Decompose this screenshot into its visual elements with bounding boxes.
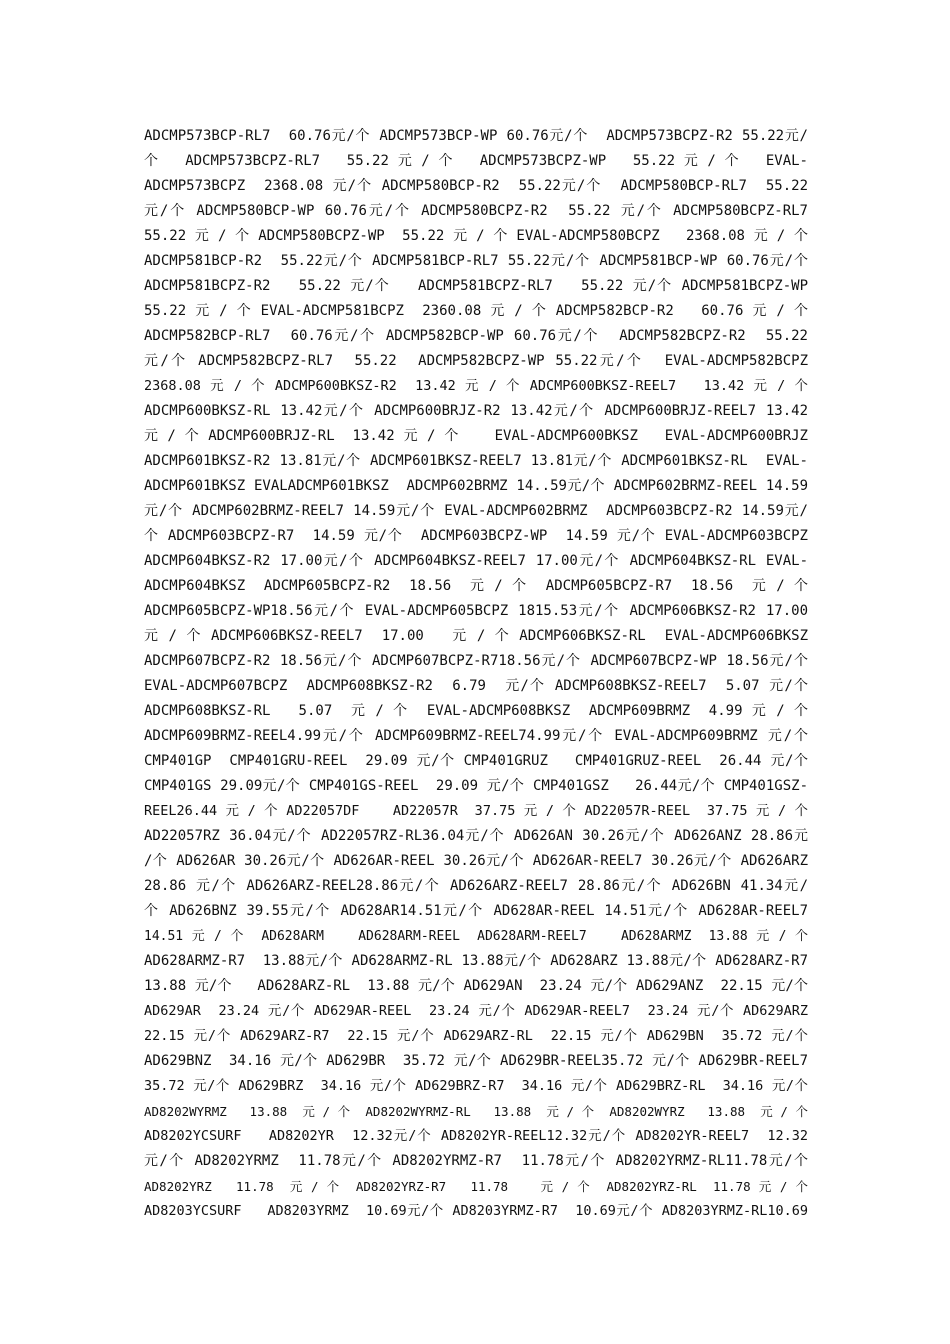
text-line: 个 AD626BNZ 39.55元/个 AD628AR14.51元/个 AD628AR-REEL 14.51元/个 AD628AR-REEL7 xyxy=(144,903,808,919)
text-line: ADCMP581BCP-R2 55.22元/个 ADCMP581BCP-RL7 55.22元/个 ADCMP581BCP-WP 60.76元/个 xyxy=(144,253,808,269)
text-line: /个 AD626AR 30.26元/个 AD626AR-REEL 30.26元/个 AD626AR-REEL7 30.26元/个 AD626ARZ xyxy=(144,853,808,869)
text-line: 元/个 ADCMP582BCPZ-RL7 55.22 ADCMP582BCPZ-WP 55.22元/个 EVAL-ADCMP582BCPZ xyxy=(144,353,808,369)
text-line: ADCMP604BKSZ-R2 17.00元/个 ADCMP604BKSZ-REEL7 17.00元/个 ADCMP604BKSZ-RL EVAL- xyxy=(144,553,808,569)
text-line: ADCMP601BKSZ-R2 13.81元/个 ADCMP601BKSZ-REEL7 13.81元/个 ADCMP601BKSZ-RL EVAL- xyxy=(144,453,808,469)
text-line: AD8202WYRMZ 13.88 元 / 个 AD8202WYRMZ-RL 13.88 元 / 个 AD8202WYRZ 13.88 元 / 个 xyxy=(144,1104,808,1119)
text-line: 14.51 元 / 个 AD628ARM AD628ARM-REEL AD628ARM-REEL7 AD628ARMZ 13.88 元 / 个 xyxy=(144,929,808,944)
text-line: ADCMP600BKSZ-RL 13.42元/个 ADCMP600BRJZ-R2 13.42元/个 ADCMP600BRJZ-REEL7 13.42 xyxy=(144,403,808,419)
text-line: 55.22 元 / 个 EVAL-ADCMP581BCPZ 2360.08 元 / 个 ADCMP582BCP-R2 60.76 元 / 个 xyxy=(144,303,808,319)
text-line: AD629AR 23.24 元/个 AD629AR-REEL 23.24 元/个 AD629AR-REEL7 23.24 元/个 AD629ARZ xyxy=(144,1003,808,1019)
text-line: 28.86 元/个 AD626ARZ-REEL28.86元/个 AD626ARZ-REEL7 28.86元/个 AD626BN 41.34元/ xyxy=(144,878,808,894)
text-line: ADCMP601BKSZ EVALADCMP601BKSZ ADCMP602BRMZ 14..59元/个 ADCMP602BRMZ-REEL 14.59 xyxy=(144,478,808,494)
text-line: AD8203YCSURF AD8203YRMZ 10.69元/个 AD8203YRMZ-R7 10.69元/个 AD8203YRMZ-RL10.69 xyxy=(144,1203,808,1219)
text-line: 元 / 个 ADCMP600BRJZ-RL 13.42 元 / 个 EVAL-ADCMP600BKSZ EVAL-ADCMP600BRJZ xyxy=(144,428,808,444)
text-line: 元/个 ADCMP602BRMZ-REEL7 14.59元/个 EVAL-ADCMP602BRMZ ADCMP603BCPZ-R2 14.59元/ xyxy=(144,503,808,519)
text-line: 元 / 个 ADCMP606BKSZ-REEL7 17.00 元 / 个 ADCMP606BKSZ-RL EVAL-ADCMP606BKSZ xyxy=(144,628,808,644)
text-line: 元/个 ADCMP580BCP-WP 60.76元/个 ADCMP580BCPZ-R2 55.22 元/个 ADCMP580BCPZ-RL7 xyxy=(144,203,808,219)
text-line: 个 ADCMP573BCPZ-RL7 55.22 元 / 个 ADCMP573BCPZ-WP 55.22 元 / 个 EVAL- xyxy=(144,153,808,169)
text-line: AD22057RZ 36.04元/个 AD22057RZ-RL36.04元/个 AD626AN 30.26元/个 AD626ANZ 28.86元 xyxy=(144,828,808,844)
price-list-text xyxy=(144,124,808,1224)
text-line: AD628ARMZ-R7 13.88元/个 AD628ARMZ-RL 13.88元/个 AD628ARZ 13.88元/个 AD628ARZ-R7 xyxy=(144,953,808,969)
text-line: 元/个 AD8202YRMZ 11.78元/个 AD8202YRMZ-R7 11.78元/个 AD8202YRMZ-RL11.78元/个 xyxy=(144,1153,808,1169)
text-line: AD629BNZ 34.16 元/个 AD629BR 35.72 元/个 AD629BR-REEL35.72 元/个 AD629BR-REEL7 xyxy=(144,1053,808,1069)
text-line: 13.88 元/个 AD628ARZ-RL 13.88 元/个 AD629AN 23.24 元/个 AD629ANZ 22.15 元/个 xyxy=(144,978,808,994)
text-line: REEL26.44 元 / 个 AD22057DF AD22057R 37.75 元 / 个 AD22057R-REEL 37.75 元 / 个 xyxy=(144,803,808,819)
text-line: ADCMP573BCPZ 2368.08 元/个 ADCMP580BCP-R2 55.22元/个 ADCMP580BCP-RL7 55.22 xyxy=(144,178,808,194)
text-line: ADCMP573BCP-RL7 60.76元/个 ADCMP573BCP-WP 60.76元/个 ADCMP573BCPZ-R2 55.22元/ xyxy=(144,128,808,144)
text-line: EVAL-ADCMP607BCPZ ADCMP608BKSZ-R2 6.79 元/个 ADCMP608BKSZ-REEL7 5.07 元/个 xyxy=(144,678,808,694)
text-line: ADCMP582BCP-RL7 60.76元/个 ADCMP582BCP-WP 60.76元/个 ADCMP582BCPZ-R2 55.22 xyxy=(144,328,808,344)
text-line: AD8202YRZ 11.78 元 / 个 AD8202YRZ-R7 11.78 元 / 个 AD8202YRZ-RL 11.78 元 / 个 xyxy=(144,1179,808,1194)
text-line: 22.15 元/个 AD629ARZ-R7 22.15 元/个 AD629ARZ-RL 22.15 元/个 AD629BN 35.72 元/个 xyxy=(144,1028,808,1044)
text-line: ADCMP581BCPZ-R2 55.22 元/个 ADCMP581BCPZ-RL7 55.22 元/个 ADCMP581BCPZ-WP xyxy=(144,278,808,294)
text-line: ADCMP604BKSZ ADCMP605BCPZ-R2 18.56 元 / 个 ADCMP605BCPZ-R7 18.56 元 / 个 xyxy=(144,578,808,594)
text-line: 个 ADCMP603BCPZ-R7 14.59 元/个 ADCMP603BCPZ-WP 14.59 元/个 EVAL-ADCMP603BCPZ xyxy=(144,528,808,544)
text-line: ADCMP607BCPZ-R2 18.56元/个 ADCMP607BCPZ-R718.56元/个 ADCMP607BCPZ-WP 18.56元/个 xyxy=(144,653,808,669)
text-line: ADCMP609BRMZ-REEL4.99元/个 ADCMP609BRMZ-REEL74.99元/个 EVAL-ADCMP609BRMZ 元/个 xyxy=(144,728,808,744)
text-line: 2368.08 元 / 个 ADCMP600BKSZ-R2 13.42 元 / 个 ADCMP600BKSZ-REEL7 13.42 元 / 个 xyxy=(144,378,808,394)
text-line: 55.22 元 / 个 ADCMP580BCPZ-WP 55.22 元 / 个 EVAL-ADCMP580BCPZ 2368.08 元 / 个 xyxy=(144,228,808,244)
text-line: AD8202YCSURF AD8202YR 12.32元/个 AD8202YR-REEL12.32元/个 AD8202YR-REEL7 12.32 xyxy=(144,1128,808,1144)
text-line: CMP401GS 29.09元/个 CMP401GS-REEL 29.09 元/个 CMP401GSZ 26.44元/个 CMP401GSZ- xyxy=(144,778,808,794)
text-line: ADCMP608BKSZ-RL 5.07 元 / 个 EVAL-ADCMP608BKSZ ADCMP609BRMZ 4.99 元 / 个 xyxy=(144,703,808,719)
text-line: 35.72 元/个 AD629BRZ 34.16 元/个 AD629BRZ-R7 34.16 元/个 AD629BRZ-RL 34.16 元/个 xyxy=(144,1078,808,1094)
text-line: CMP401GP CMP401GRU-REEL 29.09 元/个 CMP401GRUZ CMP401GRUZ-REEL 26.44 元/个 xyxy=(144,753,808,769)
text-line: ADCMP605BCPZ-WP18.56元/个 EVAL-ADCMP605BCPZ 1815.53元/个 ADCMP606BKSZ-R2 17.00 xyxy=(144,603,808,619)
